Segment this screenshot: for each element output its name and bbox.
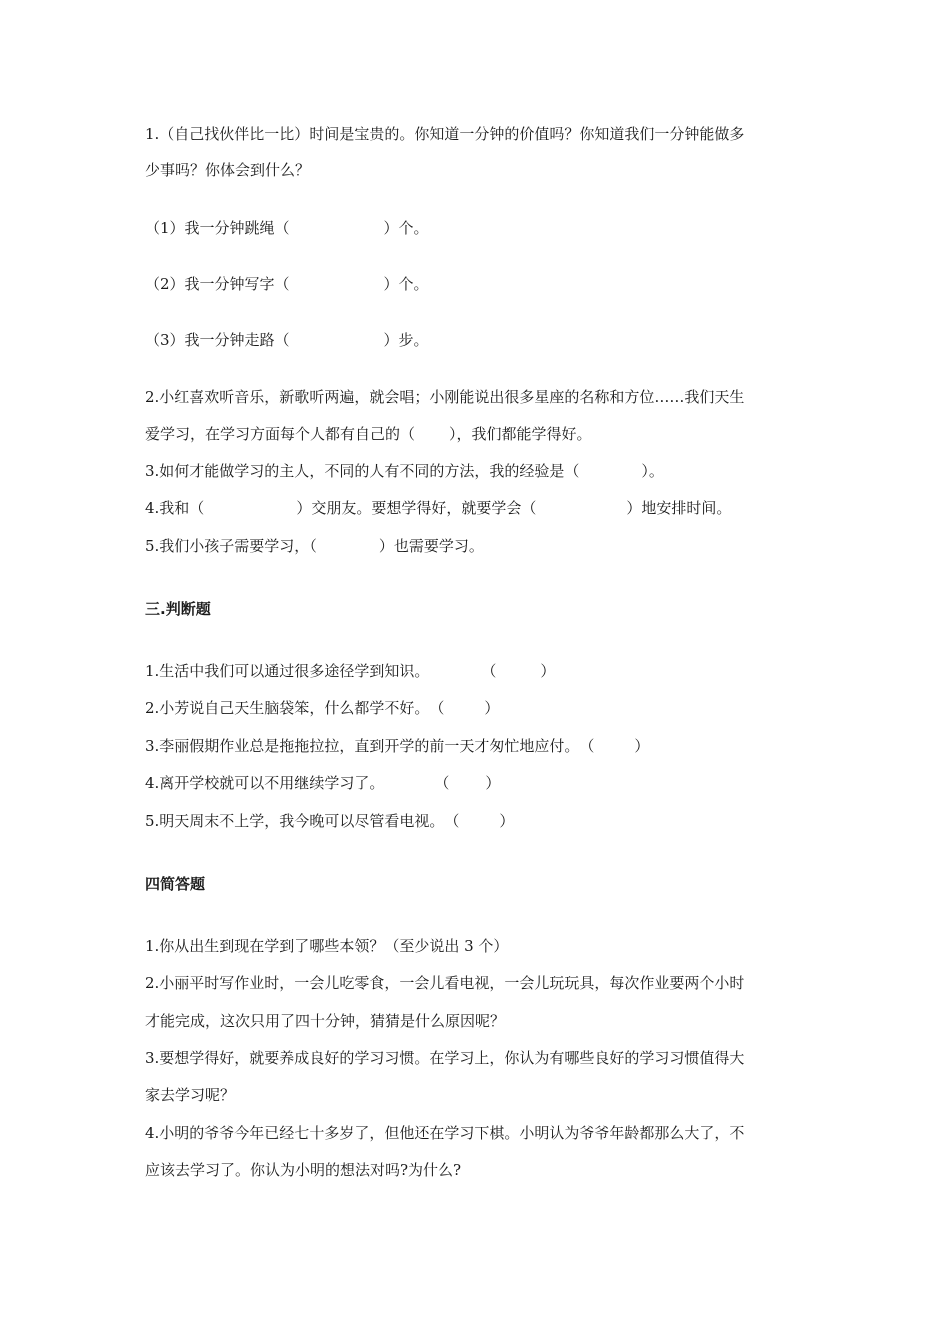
judge-item-3	[145, 736, 649, 756]
judge-item-5	[145, 811, 514, 831]
q4-part3: ）地安排时间。	[626, 499, 732, 517]
short-q1: 1.你从出生到现在学到了哪些本领？（至少说出 3 个）	[145, 937, 509, 955]
bracket-open: （	[579, 737, 595, 755]
bracket-open: （	[481, 662, 497, 680]
short-q2-line2: 才能完成，这次只用了四十分钟，猜猜是什么原因呢？	[145, 1012, 506, 1030]
judge-heading: 三.判断题	[145, 600, 211, 618]
bracket-close: ）	[540, 662, 556, 680]
fill-q5	[145, 536, 484, 556]
q3-prefix: 3.如何才能做学习的主人，不同的人有不同的方法，我的经验是（	[145, 462, 580, 480]
item-suffix: ）个。	[383, 219, 429, 237]
fill-q4	[145, 498, 731, 518]
short-q3-line2: 家去学习呢？	[145, 1086, 236, 1104]
bracket-open: （	[429, 699, 445, 717]
q2-suffix: ），我们都能学得好。	[449, 425, 592, 443]
item-suffix: ）步。	[383, 331, 429, 349]
bracket-close: ）	[485, 774, 501, 792]
short-q2-line1: 2.小丽平时写作业时，一会儿吃零食，一会儿看电视，一会儿玩玩具，每次作业要两个小时	[145, 974, 745, 992]
judge-text: 3.李丽假期作业总是拖拖拉拉，直到开学的前一天才匆忙地应付。	[145, 737, 580, 755]
judge-text: 2.小芳说自己天生脑袋笨，什么都学不好。	[145, 699, 430, 717]
fill-q1-line1: 1.（自己找伙伴比一比）时间是宝贵的。你知道一分钟的价值吗？你知道我们一分钟能做多	[145, 125, 745, 143]
fill-q2-line2	[145, 424, 592, 444]
q4-part1: 4.我和（	[145, 499, 205, 517]
item-prefix: （3）我一分钟走路（	[145, 331, 290, 349]
bracket-close: ）	[634, 737, 650, 755]
item-prefix: （1）我一分钟跳绳（	[145, 219, 290, 237]
judge-text: 4.离开学校就可以不用继续学习了。	[145, 774, 385, 792]
bracket-close: ）	[484, 699, 500, 717]
judge-text: 5.明天周末不上学，我今晚可以尽管看电视。	[145, 812, 445, 830]
judge-text: 1.生活中我们可以通过很多途径学到知识。	[145, 662, 430, 680]
q2-prefix: 爱学习，在学习方面每个人都有自己的（	[145, 425, 416, 443]
q5-prefix: 5.我们小孩子需要学习，（	[145, 537, 317, 555]
fill-q1-item-3	[145, 330, 429, 350]
short-answer-heading: 四简答题	[145, 875, 206, 893]
fill-q1-item-2	[145, 274, 429, 294]
judge-item-1	[145, 661, 555, 681]
bracket-close: ）	[499, 812, 515, 830]
short-q4-line1: 4.小明的爷爷今年已经七十多岁了，但他还在学习下棋。小明认为爷爷年龄都那么大了，不	[145, 1124, 745, 1142]
q3-suffix: ）。	[641, 462, 664, 480]
bracket-open: （	[434, 774, 450, 792]
bracket-open: （	[444, 812, 460, 830]
item-prefix: （2）我一分钟写字（	[145, 275, 290, 293]
item-suffix: ）个。	[383, 275, 429, 293]
fill-q1-item-1	[145, 218, 429, 238]
fill-q1-line2: 少事吗？你体会到什么？	[145, 161, 311, 179]
short-q4-line2: 应该去学习了。你认为小明的想法对吗?为什么?	[145, 1161, 462, 1179]
fill-q3	[145, 461, 664, 481]
fill-q2-line1: 2.小红喜欢听音乐，新歌听两遍，就会唱；小刚能说出很多星座的名称和方位……我们天生	[145, 388, 745, 406]
q5-suffix: ）也需要学习。	[378, 537, 484, 555]
q4-part2: ）交朋友。要想学得好，就要学会（	[296, 499, 537, 517]
judge-item-4	[145, 773, 500, 793]
judge-item-2	[145, 698, 499, 718]
short-q3-line1: 3.要想学得好，就要养成良好的学习习惯。在学习上，你认为有哪些良好的学习习惯值得大	[145, 1049, 745, 1067]
